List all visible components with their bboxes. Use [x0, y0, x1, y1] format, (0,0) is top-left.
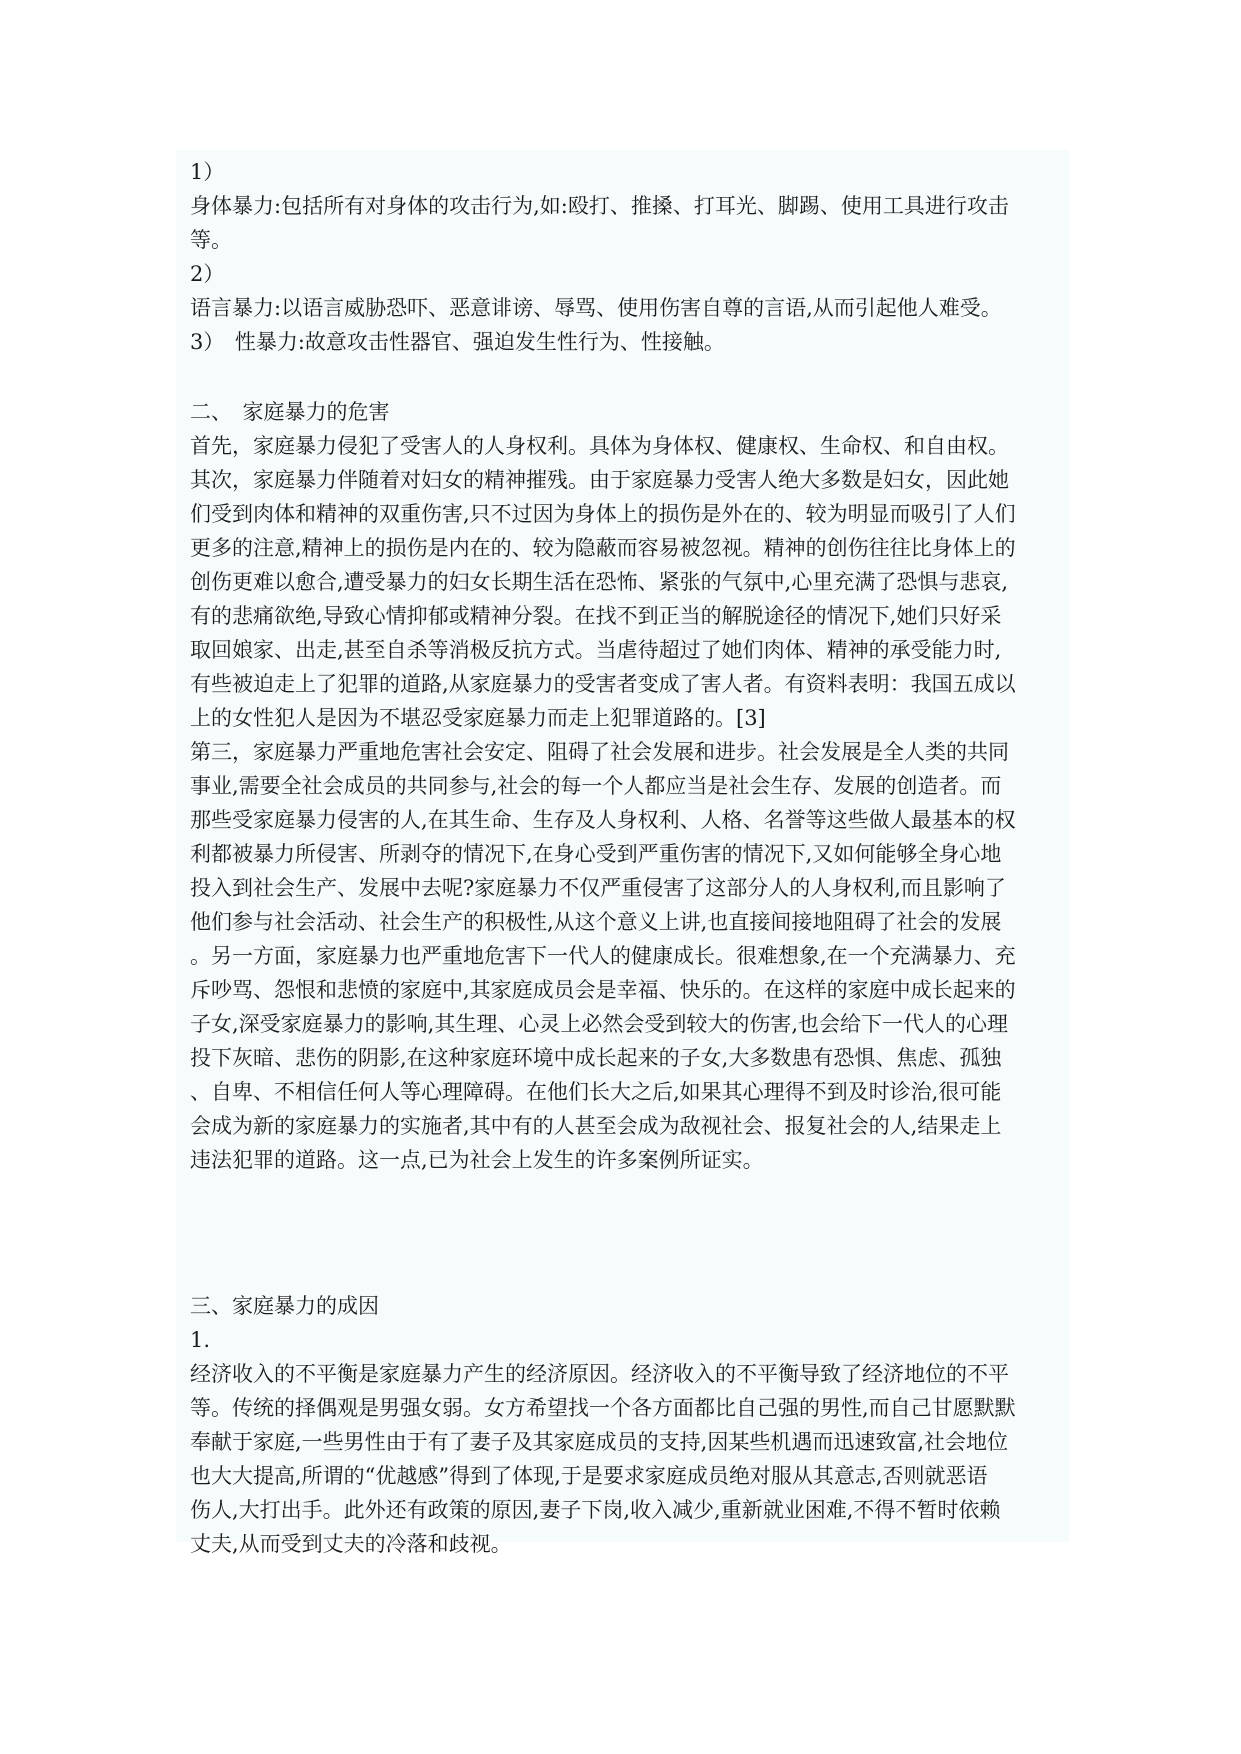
- text-line: 利都被暴力所侵害、所剥夺的情况下,在身心受到严重伤害的情况下,又如何能够全身心地: [190, 842, 1002, 866]
- text-line: 违法犯罪的道路。这一点,已为社会上发生的许多案例所证实。: [190, 1148, 764, 1172]
- text-line: 他们参与社会活动、社会生产的积极性,从这个意义上讲,也直接间接地阻碍了社会的发展: [190, 910, 1002, 934]
- text-line: 丈夫,从而受到丈夫的冷落和歧视。: [190, 1532, 512, 1556]
- text-line: 伤人,大打出手。此外还有政策的原因,妻子下岗,收入减少,重新就业困难,不得不暂时依赖: [190, 1498, 1001, 1522]
- text-line: 创伤更难以愈合,遭受暴力的妇女长期生活在恐怖、紧张的气氛中,心里充满了恐惧与悲哀,: [190, 570, 1009, 594]
- text-line: 第三，家庭暴力严重地危害社会安定、阻碍了社会发展和进步。社会发展是全人类的共同: [190, 740, 1009, 764]
- section-heading: 三、家庭暴力的成因: [190, 1294, 379, 1318]
- text-line: 那些受家庭暴力侵害的人,在其生命、生存及人身权利、人格、名誉等这些做人最基本的权: [190, 808, 1016, 832]
- text-line: 经济收入的不平衡是家庭暴力产生的经济原因。经济收入的不平衡导致了经济地位的不平: [190, 1362, 1009, 1386]
- text-line: 1）: [190, 160, 225, 184]
- text-line: 子女,深受家庭暴力的影响,其生理、心灵上必然会受到较大的伤害,也会给下一代人的心理: [190, 1012, 1009, 1036]
- text-line: 3） 性暴力:故意攻击性器官、强迫发生性行为、性接触。: [190, 330, 725, 354]
- text-line: 等。: [190, 228, 232, 252]
- text-line: 、自卑、不相信任何人等心理障碍。在他们长大之后,如果其心理得不到及时诊治,很可能: [190, 1080, 1002, 1104]
- text-line: 也大大提高,所谓的“优越感”得到了体现,于是要求家庭成员绝对服从其意志,否则就恶语: [190, 1464, 988, 1488]
- text-line: 投入到社会生产、发展中去呢?家庭暴力不仅严重侵害了这部分人的人身权利,而且影响了: [190, 876, 1006, 900]
- text-line: 其次，家庭暴力伴随着对妇女的精神摧残。由于家庭暴力受害人绝大多数是妇女，因此她: [190, 468, 1009, 492]
- text-line: 奉献于家庭,一些男性由于有了妻子及其家庭成员的支持,因某些机遇而迅速致富,社会地位: [190, 1430, 1009, 1454]
- text-line: 上的女性犯人是因为不堪忍受家庭暴力而走上犯罪道路的。[3]: [190, 706, 766, 730]
- text-line: 事业,需要全社会成员的共同参与,社会的每一个人都应当是社会生存、发展的创造者。而: [190, 774, 1002, 798]
- section-heading: 二、 家庭暴力的危害: [190, 400, 390, 424]
- text-line: 。另一方面，家庭暴力也严重地危害下一代人的健康成长。很难想象,在一个充满暴力、充: [190, 944, 1016, 968]
- text-line: 更多的注意,精神上的损伤是内在的、较为隐蔽而容易被忽视。精神的创伤往往比身体上的: [190, 536, 1016, 560]
- text-line: 身体暴力:包括所有对身体的攻击行为,如:殴打、推搡、打耳光、脚踢、使用工具进行攻击: [190, 194, 1009, 218]
- text-line: 等。传统的择偶观是男强女弱。女方希望找一个各方面都比自己强的男性,而自己甘愿默默: [190, 1396, 1016, 1420]
- text-line: 有的悲痛欲绝,导致心情抑郁或精神分裂。在找不到正当的解脱途径的情况下,她们只好采: [190, 604, 1002, 628]
- text-line: 有些被迫走上了犯罪的道路,从家庭暴力的受害者变成了害人者。有资料表明：我国五成以: [190, 672, 1016, 696]
- text-line: 2）: [190, 262, 225, 286]
- text-line: 们受到肉体和精神的双重伤害,只不过因为身体上的损伤是外在的、较为明显而吸引了人们: [190, 502, 1016, 526]
- text-line: 斥吵骂、怨恨和悲愤的家庭中,其家庭成员会是幸福、快乐的。在这样的家庭中成长起来的: [190, 978, 1016, 1002]
- text-line: 会成为新的家庭暴力的实施者,其中有的人甚至会成为敌视社会、报复社会的人,结果走上: [190, 1114, 1002, 1138]
- text-line: 1.: [190, 1328, 211, 1352]
- text-line: 取回娘家、出走,甚至自杀等消极反抗方式。当虐待超过了她们肉体、精神的承受能力时,: [190, 638, 1002, 662]
- text-line: 语言暴力:以语言威胁恐吓、恶意诽谤、辱骂、使用伤害自尊的言语,从而引起他人难受。: [190, 296, 1002, 320]
- text-line: 投下灰暗、悲伤的阴影,在这种家庭环境中成长起来的子女,大多数患有恐惧、焦虑、孤独: [190, 1046, 1002, 1070]
- text-line: 首先，家庭暴力侵犯了受害人的人身权利。具体为身体权、健康权、生命权、和自由权。: [190, 434, 1009, 458]
